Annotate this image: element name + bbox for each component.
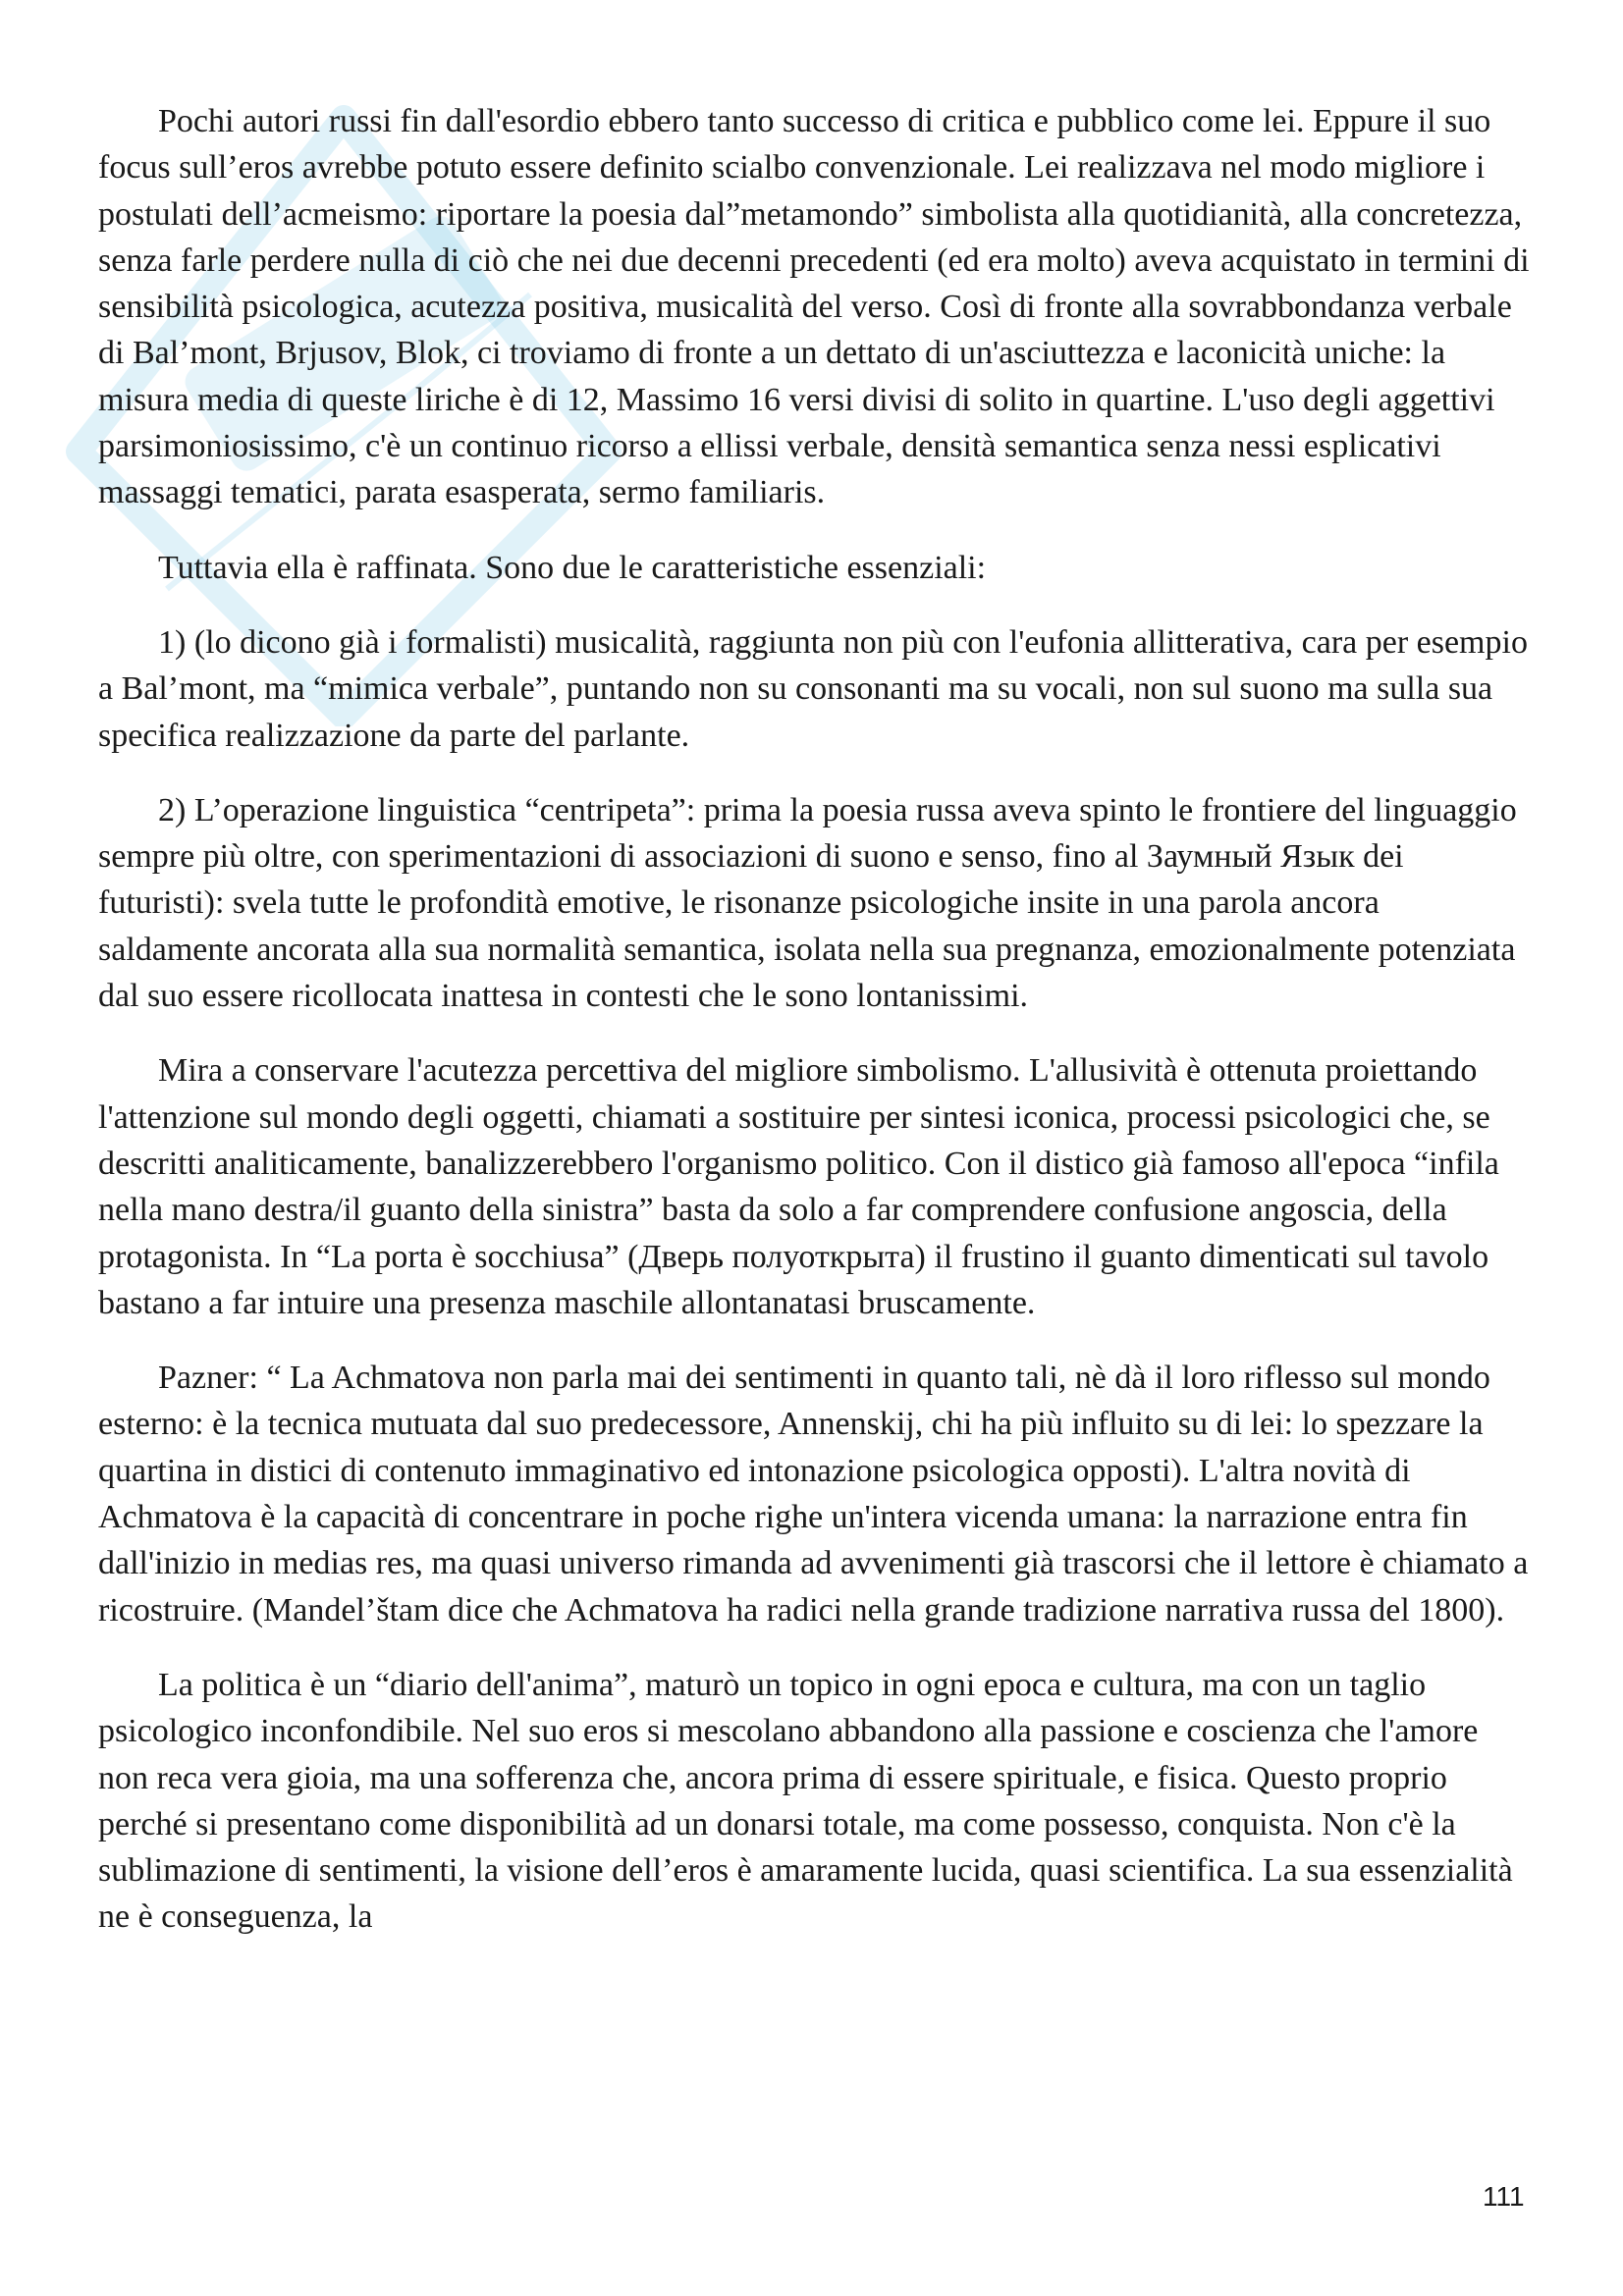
paragraph-1: Pochi autori russi fin dall'esordio ebbero tanto successo di critica e pubblico come lei. Eppure il suo focus sull’eros avrebbe potuto essere definito scialbo convenzionale. Lei realizzava nel modo migliore i postulati dell’acmeismo: riportare la poesia dal”metamondo” simbolista alla quotidianità, alla concretezza, senza farle perdere nulla di ciò che nei due decenni precedenti (ed era molto) aveva acquistato in termini di sensibilità psicologica, acutezza positiva, musicalità del verso. Così di fronte alla sovrabbondanza verbale di Bal’mont, Brjusov, Blok, ci troviamo di fronte a un dettato di un'asciuttezza e laconicità uniche: la misura media di queste liriche è di 12, Massimo 16 versi divisi di solito in quartine. L'uso degli aggettivi parsimoniosissimo, c'è un continuo ricorso a ellissi verbale, densità semantica senza nessi esplicativi massaggi tematici, parata esasperata, sermo familiaris. — [98, 103, 1530, 511]
paragraph-3: 1) (lo dicono già i formalisti) musicalità, raggiunta non più con l'eufonia allitterativa, cara per esempio a Bal’mont, ma “mimica verbale”, puntando non su consonanti ma su vocali, non sul suono ma sulla sua specifica realizzazione da parte del parlante. — [98, 623, 1528, 754]
paragraph-6: Pazner: “ La Achmatova non parla mai dei sentimenti in quanto tali, nè dà il loro riflesso sul mondo esterno: è la tecnica mutuata dal suo predecessore, Annenskij, chi ha più influito su di lei: lo spezzare la quartina in distici di contenuto immaginativo ed intonazione psicologica opposti). L'altra novità di Achmatova è la capacità di concentrare in poche righe un'intera vicenda umana: la narrazione entra fin dall'inizio in medias res, ma quasi universo rimanda ad avvenimenti già trascorsi che il lettore è chiamato a ricostruire. (Mandel’štam dice che Achmatova ha radici nella grande tradizione narrativa russa del 1800). — [98, 1360, 1529, 1629]
page-number: 111 — [1483, 2181, 1525, 2212]
paragraph-7: La politica è un “diario dell'anima”, maturò un topico in ogni epoca e cultura, ma con un taglio psicologico inconfondibile. Nel suo eros si mescolano abbandono alla passione e coscienza che l'amore non reca vera gioia, ma una sofferenza che, ancora prima di essere spirituale, e fisica. Questo proprio perché si presentano come disponibilità ad un donarsi totale, ma come possesso, conquista. Non c'è la sublimazione di sentimenti, la visione dell’eros è amaramente lucida, quasi scientifica. La sua essenzialità ne è conseguenza, la — [98, 1666, 1513, 1936]
paragraph-4: 2) L’operazione linguistica “centripeta”: prima la poesia russa aveva spinto le frontiere del linguaggio sempre più oltre, con sperimentazioni di associazioni di suono e senso, fino al Заумный Язык dei futuristi): svela tutte le profondità emotive, le risonanze psicologiche insite in una parola ancora saldamente ancorata alla sua normalità semantica, isolata nella sua pregnanza, emozionalmente potenziata dal suo essere ricollocata inattesa in contesti che le sono lontanissimi. — [98, 791, 1517, 1015]
paragraph-5: Mira a conservare l'acutezza percettiva del migliore simbolismo. L'allusività è ottenuta proiettando l'attenzione sul mondo degli oggetti, chiamati a sostituire per sintesi iconica, processi psicologici che, se descritti analiticamente, banalizzerebbero l'organismo politico. Con il distico già famoso all'epoca “infila nella mano destra/il guanto della sinistra” basta da solo a far comprendere confusione angoscia, della protagonista. In “La porta è socchiusa” (Дверь полуоткрыта) il frustino il guanto dimenticati sul tavolo bastano a far intuire una presenza maschile allontanatasi bruscamente. — [98, 1052, 1499, 1321]
paragraph-2: Tuttavia ella è raffinata. Sono due le caratteristiche essenziali: — [158, 549, 987, 586]
page-body — [98, 98, 1536, 1969]
